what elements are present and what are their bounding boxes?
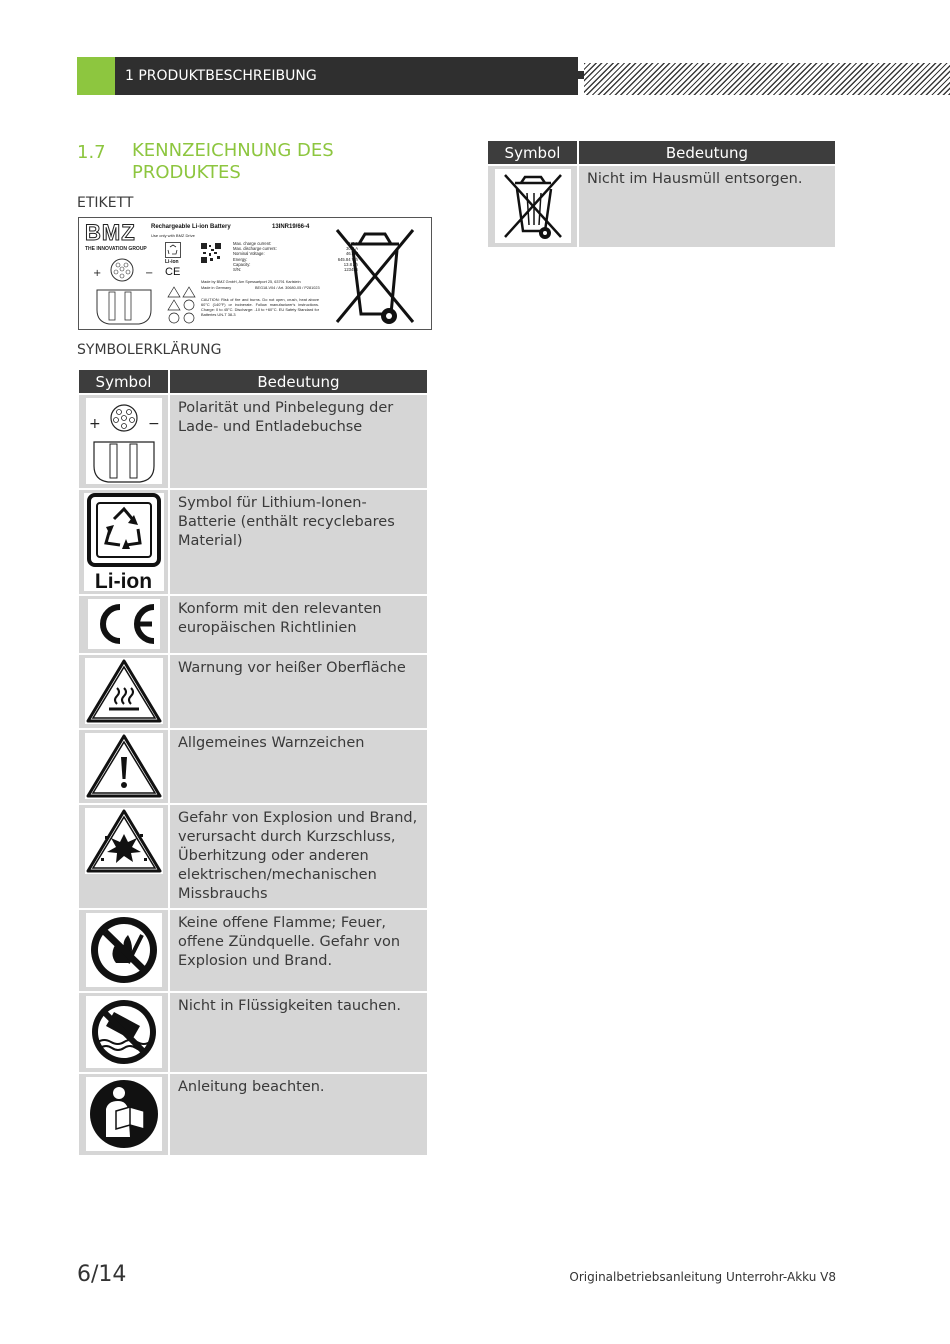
label-battery-title: Rechargeable Li-ion Battery (151, 224, 231, 230)
table-row (79, 490, 427, 594)
spec-row: Nominal Voltage: 46.8 V (233, 251, 358, 257)
meaning-cell: Symbol für Lithium-Ionen-Batterie (enthält recyclebares Material) (170, 490, 427, 594)
label-ce-mark: CE (165, 266, 181, 278)
table-row (79, 1074, 427, 1155)
meaning-cell: Warnung vor heißer Oberfläche (170, 655, 427, 728)
etikett-heading: ETIKETT (77, 195, 134, 211)
label-qr-code (200, 242, 222, 264)
brand-logo: BMZ (85, 220, 136, 245)
li-ion-recycle-icon (84, 493, 164, 591)
no-immersion-icon (86, 996, 162, 1068)
hot-surface-icon (85, 658, 163, 724)
meaning-cell: Polarität und Pinbelegung der Lade- und Entladebuchse (170, 395, 427, 488)
symbols-heading: SYMBOLERKLÄRUNG (77, 342, 222, 358)
symbol-cell (488, 166, 577, 247)
explosion-icon (85, 808, 163, 874)
label-warning-icons (167, 286, 197, 324)
table-row (79, 993, 427, 1072)
symbol-cell (79, 1074, 168, 1155)
symbol-cell (79, 993, 168, 1072)
label-made-in: Made in Germany (201, 286, 232, 290)
meaning-cell: Keine offene Flamme; Feuer, offene Zündquelle. Gefahr von Explosion und Brand. (170, 910, 427, 991)
table-row (79, 655, 427, 728)
meaning-cell: Allgemeines Warnzeichen (170, 730, 427, 803)
col-meaning-header: Bedeutung (170, 370, 427, 393)
spec-row: Energy: 645.84 Wh (233, 256, 358, 262)
symbol-cell (79, 655, 168, 728)
brand-tagline: THE INNOVATION GROUP (85, 246, 147, 252)
spec-row: Max. discharge current: 30.0 A (233, 246, 358, 252)
document-title: Originalbetriebsanleitung Unterrohr-Akku V8 (569, 1270, 836, 1284)
label-model: 13INR19/66-4 (272, 224, 310, 230)
label-recycle-icon (165, 242, 181, 258)
meaning-cell: Anleitung beachten. (170, 1074, 427, 1155)
col-meaning-header: Bedeutung (579, 141, 835, 164)
general-warning-icon (85, 733, 163, 799)
page-number: 6/14 (77, 1262, 127, 1287)
symbol-cell (79, 730, 168, 803)
label-made-by: Made by BMZ GmbH, Am Spessartport 25, 63791 Karlstein (201, 280, 301, 284)
symbol-table (77, 368, 429, 1157)
table-row (79, 395, 427, 488)
meaning-cell: Gefahr von Explosion und Brand, verursacht durch Kurzschluss, Überhitzung oder anderen elektrischen/mechanischen Missbrauchs (170, 805, 427, 908)
meaning-cell: Nicht in Flüssigkeiten tauchen. (170, 993, 427, 1072)
polarity-pin-icon (86, 398, 162, 484)
spec-row: S/N: 123456 (233, 267, 358, 273)
symbol-table-continued (486, 139, 837, 249)
table-header-row (488, 141, 835, 164)
table-row (79, 730, 427, 803)
section-number: 1.7 (77, 142, 106, 163)
table-row (79, 805, 427, 908)
col-symbol-header: Symbol (79, 370, 168, 393)
ce-mark-icon (88, 599, 160, 649)
table-row (79, 596, 427, 653)
table-header-row (79, 370, 427, 393)
col-symbol-header: Symbol (488, 141, 577, 164)
label-caution: CAUTION: Risk of fire and burns. Do not open, crush, heat above 60°C (140°F) or incinerate. Follow manufacturer's instructions. Charge: 0 to 45°C. Discharge: -10 to +60°C. EU Safety Standard for Batteries UN-T 38-3 (201, 297, 319, 318)
label-crossed-bin-icon (329, 222, 421, 328)
symbol-cell (79, 805, 168, 908)
label-liion-text: Li-ion (165, 259, 179, 265)
product-label (78, 217, 432, 330)
table-row (79, 910, 427, 991)
label-made-in-code: BEG18-V04 / Art. 30680-05 / P281023 (255, 286, 320, 290)
meaning-cell: Nicht im Hausmüll entsorgen. (579, 166, 835, 247)
symbol-cell (79, 596, 168, 653)
svg-text:−: − (145, 268, 154, 279)
no-open-flame-icon (86, 913, 162, 987)
symbol-cell (79, 395, 168, 488)
chapter-title: 1 PRODUKTBESCHREIBUNG (115, 57, 578, 95)
svg-text:−: − (147, 416, 160, 432)
spec-row: Max. charge current: 5.0 A (233, 241, 358, 246)
chapter-marker (77, 57, 115, 95)
meaning-cell: Konform mit den relevanten europäischen Richtlinien (170, 596, 427, 653)
label-connector-drawing (89, 254, 159, 329)
table-row (488, 166, 835, 247)
svg-text:+: + (93, 268, 102, 279)
li-ion-label: Li-ion (94, 570, 153, 593)
label-use-only: Use only with BMZ Drive (151, 233, 195, 238)
symbol-cell (79, 910, 168, 991)
section-title: KENNZEICHNUNG DES PRODUKTES (132, 140, 334, 183)
symbol-cell (79, 490, 168, 594)
header-hatch-decoration (584, 63, 950, 95)
read-manual-icon (86, 1077, 162, 1151)
svg-text:+: + (88, 416, 101, 432)
crossed-bin-icon (495, 169, 571, 243)
spec-row: Capacity: 13.8 Ah (233, 261, 358, 267)
